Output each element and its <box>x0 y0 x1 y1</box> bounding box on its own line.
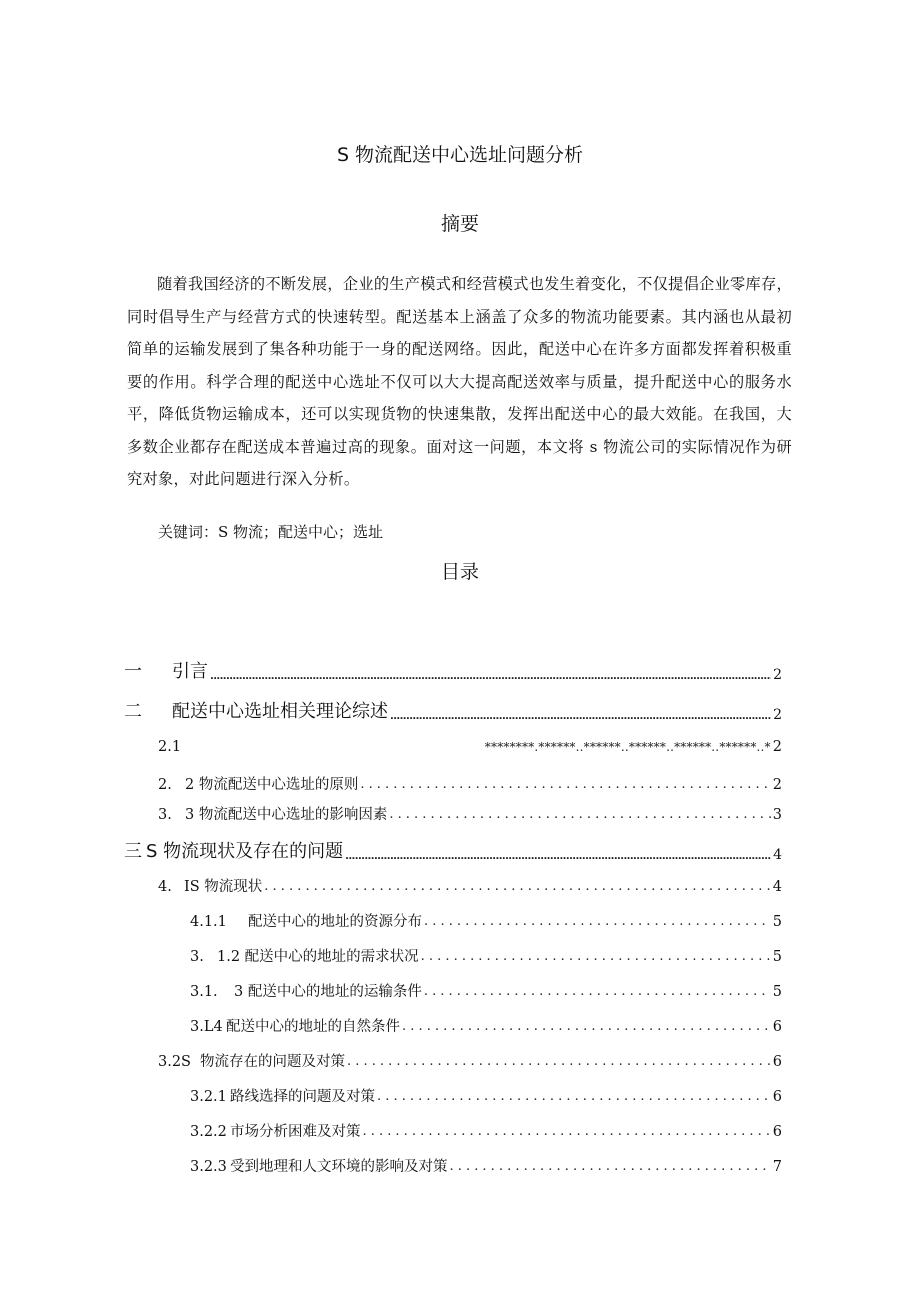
toc-entry-label: 1.2 配送中心的地址的需求状况 <box>217 949 419 965</box>
abstract-heading: 摘要 <box>440 213 479 235</box>
toc-entry-2-3[interactable] <box>158 805 782 825</box>
toc-entry-label: 2 物流配送中心选址的原则 <box>185 777 359 793</box>
toc-entry-number: 3. <box>190 949 204 965</box>
toc-entry-page: 5 <box>772 949 782 965</box>
toc-leader-stars <box>183 737 771 757</box>
toc-entry-page: 2 <box>773 707 782 723</box>
toc-entry-3-1[interactable] <box>158 877 782 897</box>
toc-entry-page: 4 <box>772 879 782 895</box>
toc-leader-dots <box>389 805 770 825</box>
toc-leader-dots <box>421 947 771 967</box>
toc-entry-label: 路线选择的问题及对策 <box>230 1089 375 1105</box>
toc-entry-label: 3 物流配送中心选址的影响因素 <box>185 807 388 823</box>
document-title: S 物流配送中心选址问题分析 <box>336 144 584 166</box>
toc-entry-2-1[interactable] <box>158 737 782 757</box>
toc-entry-number: 3.L4 <box>190 1019 223 1035</box>
toc-entry-label: 物流存在的问题及对策 <box>200 1054 345 1070</box>
toc-entry-label: 市场分析困难及对策 <box>230 1124 361 1140</box>
toc-entry-number: 一 <box>124 661 142 682</box>
toc-entry-current-status[interactable] <box>124 840 782 864</box>
toc-leader-dots <box>424 912 771 932</box>
toc-entry-2-2[interactable] <box>158 775 782 795</box>
toc-entry-number: 3.1. <box>190 984 218 1000</box>
toc-entry-number: 3. <box>158 807 172 823</box>
toc-entry-number: 3.2.3 <box>190 1159 227 1175</box>
toc-entry-3-1-4[interactable] <box>190 1017 782 1037</box>
toc-entry-introduction[interactable] <box>124 660 782 684</box>
toc-entry-label: 配送中心选址相关理论综述 <box>172 701 388 722</box>
toc-leader-dots <box>264 877 770 897</box>
toc-entry-number: 2.1 <box>158 739 182 755</box>
abstract-text: 随着我国经济的不断发展，企业的生产模式和经营模式也发生着变化，不仅提倡企业零库存，同时倡导生产与经营方式的快速转型。配送基本上涵盖了众多的物流功能要素。其内涵也从最初简单的运输发展到了集各种功能于一身的配送网络。因此，配送中心在许多方面都发挥着积极重要的作用。科学合理的配送中心选址不仅可以大大提高配送效率与质量，提升配送中心的服务水平，降低货物运输成本，还可以实现货物的快速集散，发挥出配送中心的最大效能。在我国，大多数企业都存在配送成本普遍过高的现象。面对这一问题，本文将 s 物流公司的实际情况作为研究对象，对此问题进行深入分析。 <box>127 275 792 488</box>
toc-entry-page: 6 <box>772 1124 782 1140</box>
toc-entry-label: 配送中心的地址的资源分布 <box>248 914 422 930</box>
toc-leader-dots <box>345 850 771 864</box>
toc-entry-page: 2 <box>772 777 782 793</box>
toc-entry-number: 2. <box>158 777 172 793</box>
keywords: 关键词：S 物流；配送中心；选址 <box>158 523 384 541</box>
toc-entry-3-2[interactable] <box>158 1052 782 1072</box>
toc-entry-label: 引言 <box>172 661 208 682</box>
toc-entry-label: IS 物流现状 <box>184 879 263 895</box>
toc-leader-dots <box>210 670 771 684</box>
toc-leader-dots <box>347 1052 771 1072</box>
toc-entry-label: 配送中心的地址的自然条件 <box>226 1019 400 1035</box>
toc-entry-page: 5 <box>772 984 782 1000</box>
toc-leader-dots <box>360 775 770 795</box>
toc-entry-label: S 物流现状及存在的问题 <box>146 841 344 862</box>
toc-leader-dots <box>402 1017 771 1037</box>
toc-leader-dots <box>363 1122 771 1142</box>
toc-entry-3-2-3[interactable] <box>190 1157 782 1177</box>
toc-leader-dots <box>390 710 771 724</box>
toc-entry-page: 2 <box>772 739 782 755</box>
toc-leader-dots <box>377 1087 771 1107</box>
toc-heading: 目录 <box>440 561 479 583</box>
toc-entry-label: 受到地理和人文环境的影响及对策 <box>230 1159 448 1175</box>
toc-entry-label: 3 配送中心的地址的运输条件 <box>234 984 422 1000</box>
toc-leader-dots <box>450 1157 771 1177</box>
toc-entry-page: 6 <box>772 1054 782 1070</box>
toc-entry-3-2-2[interactable] <box>190 1122 782 1142</box>
toc-entry-page: 7 <box>772 1159 782 1175</box>
toc-entry-theory-review[interactable] <box>124 700 782 724</box>
toc-entry-number: 3.2S <box>158 1054 191 1070</box>
toc-entry-number: 3.2.2 <box>190 1124 227 1140</box>
toc-entry-page: 6 <box>772 1089 782 1105</box>
toc-entry-number: 4.1.1 <box>190 914 227 930</box>
toc-entry-page: 6 <box>772 1019 782 1035</box>
toc-entry-number: 三 <box>124 841 142 862</box>
toc-entry-page: 5 <box>772 914 782 930</box>
toc-entry-3-2-1[interactable] <box>190 1087 782 1107</box>
toc-entry-page: 3 <box>772 807 782 823</box>
toc-entry-number: 3.2.1 <box>190 1089 227 1105</box>
toc-entry-number: 二 <box>124 701 142 722</box>
toc-entry-page: 2 <box>773 667 782 683</box>
toc-leader-dots <box>424 982 771 1002</box>
toc-entry-3-1-1[interactable] <box>190 912 782 932</box>
toc-entry-3-1-3[interactable] <box>190 982 782 1002</box>
toc-entry-number: 4. <box>158 879 172 895</box>
toc-entry-3-1-2[interactable] <box>190 947 782 967</box>
toc-entry-page: 4 <box>773 847 782 863</box>
